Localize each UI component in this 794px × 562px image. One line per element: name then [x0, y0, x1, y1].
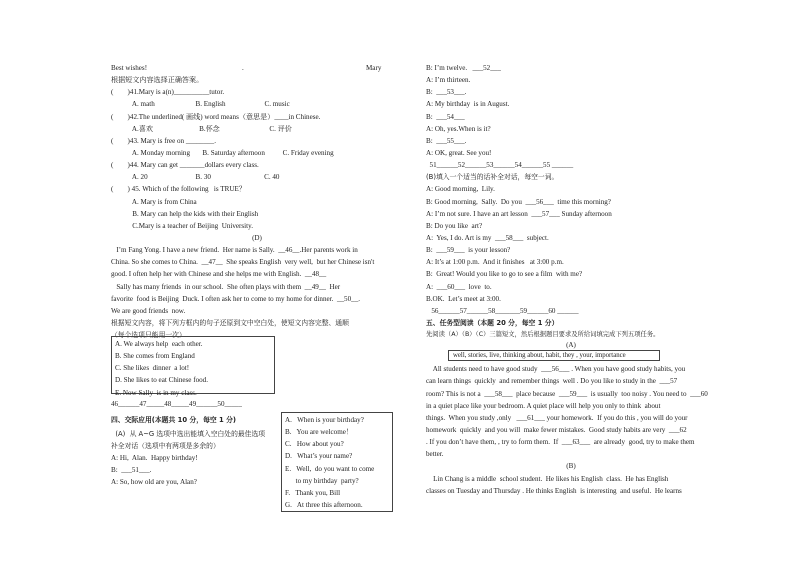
dialog-line: A: It’s at 1:00 p.m. And it finishes at 3:00 p.m.: [426, 258, 564, 267]
text-line: classes on Tuesday and Thursday . He thinks English is interesting and useful. He learns: [426, 486, 682, 495]
text-line: things. When you study ,only ___61___ your homework. If you do this , you will do your: [426, 413, 688, 422]
instruction-line: (A) 从 A~G 选项中选出能填入空白处的最佳选项: [111, 430, 266, 438]
option-item: E. Now Sally is in my class.: [115, 388, 197, 397]
reading-c-questions: [111, 62, 403, 232]
passage-b: [426, 473, 716, 497]
dialog-line: A: I’m not sure. I have an art lesson ___57___ Sunday afternoon: [426, 209, 612, 218]
text-line: . If you don’t have them, , try to form them. If ___63___ are already good, try to make them: [426, 438, 695, 447]
section-5-instructions: 先阅读（A）（B）（C）三篇短文，然后根据题目要求及所给词填完成下列五项任务。: [426, 331, 660, 339]
text-line: All students need to have good study ___56___ . When you have good study habits, you: [426, 365, 686, 374]
dialog-line: A: Yes, I do. Art is my ___58___ subject.: [426, 233, 549, 242]
text-line: A. math B. English C. music: [111, 100, 290, 109]
passage-d: [111, 244, 403, 317]
text-line: favorite food is Beijing Duck. I often ask her to come to my home for dinner. __50__.: [111, 294, 361, 303]
dialog-line: A: Good morning, Lily.: [426, 185, 495, 194]
instruction-line: 根据短文内容，将下列方框内的句子还原到文中空白处，使短文内容完整、通顺: [111, 318, 349, 327]
word-box: well, stories, live, thinking about, habit, they , your, importance: [448, 350, 660, 361]
left-column: [111, 62, 403, 341]
dialog-b: [426, 183, 716, 317]
signature-mary: Mary: [366, 64, 382, 72]
dialog-line: 51______52______53______54______55 ______: [426, 161, 574, 170]
passage-a: [426, 363, 716, 460]
text-line: 根据短文内容选择正确答案。: [111, 76, 204, 85]
dialog-line: A: I’m thirteen.: [426, 76, 471, 85]
options-box-4a: [281, 412, 393, 512]
dialog-line: B: I’m twelve. ___52___: [426, 64, 501, 72]
dialog-line: A: ___60___ love to.: [426, 282, 492, 291]
dialog-line: B: ___55___.: [426, 136, 467, 145]
text-line: can learn things quickly and remember things well . Do you like to study in the ___57: [426, 377, 678, 386]
option-item: C. She likes dinner a lot!: [115, 364, 190, 373]
dialog-line: B: ___54___: [426, 112, 465, 121]
dialog-a-continued: [426, 62, 716, 171]
option-item: E. Well, do you want to come: [285, 464, 375, 473]
answer-line-d: 46______47_____48_____49______50_____: [111, 400, 243, 408]
option-item: B. She comes from England: [115, 352, 195, 361]
text-line: A.喜欢 B.怀念 C. 评价: [111, 124, 292, 133]
options-box-d: [111, 336, 275, 397]
text-line: A. Mary is from China: [111, 197, 197, 206]
section-4-instructions: [111, 428, 275, 452]
text-line: homework quickly and you will make fewer mistakes. Good study habits are very ___62: [426, 425, 687, 434]
option-item: F. Thank you, Bill: [285, 488, 341, 497]
option-item: B. You are welcome！: [285, 428, 353, 437]
option-item: A. We always help each other.: [115, 340, 203, 348]
section-a-label: (A): [566, 341, 576, 350]
text-line: A. 20 B. 30 C. 40: [111, 173, 280, 182]
dialog-line: A: OK, great. See you!: [426, 148, 492, 157]
right-column: [426, 62, 716, 497]
text-line: Best wishes!: [111, 64, 148, 72]
section-5-title: 五、任务型阅读（本题 20 分，每空 1 分）: [426, 318, 559, 327]
option-item: A. When is your birthday?: [285, 416, 364, 424]
text-line: ( )44. Mary can get _______dollars every class.: [111, 161, 259, 170]
dialog-line: A: Oh, yes.When is it?: [426, 124, 491, 133]
section-b-instructions: (B)填入一个适当的话补全对话，每空一词。: [426, 173, 559, 182]
option-item: D. She likes to eat Chinese food.: [115, 376, 208, 385]
dialog-line: A: So, how old are you, Alan?: [111, 478, 197, 487]
text-line: ( ) 45. Which of the following is TRUE？: [111, 185, 246, 194]
dialog-line: A: Hi, Alan. Happy birthday!: [111, 454, 198, 462]
dialog-line: B: ___59___ is your lesson?: [426, 246, 511, 255]
instruction-line: （每个选项只能用一次）: [111, 331, 186, 340]
text-line: We are good friends now.: [111, 306, 186, 315]
option-item: C. How about you?: [285, 440, 344, 449]
text-line: room? This is not a ___58___ place because ___59___ is usually too noisy . You need to ___60: [426, 389, 708, 398]
text-line: better.: [426, 450, 444, 459]
text-line: ( )42.The underlined( 画线) word means（意思是）____in Chinese.: [111, 112, 321, 121]
dialog-line: B: Do you like art?: [426, 221, 483, 230]
section-b-label: (B): [566, 462, 576, 471]
text-line: good. I often help her with Chinese and she helps me with English. __48__: [111, 270, 327, 279]
text-line: China. So she comes to China. __47__ She speaks English very well, but her Chinese isn't: [111, 258, 375, 267]
text-line: C.Mary is a teacher of Beijing University.: [111, 221, 253, 230]
dialog-line: B: ___51___.: [111, 466, 152, 475]
dialog-line: B: Good morning, Sally. Do you ___56___ time this morning?: [426, 197, 611, 206]
option-item: D. What’s your name?: [285, 452, 353, 461]
text-line: A. Monday morning B. Saturday afternoon C. Friday evening: [111, 148, 334, 157]
section-4-title: 四、交际应用(本题共 10 分，每空 1 分): [111, 416, 237, 424]
dialog-line: B.OK. Let’s meet at 3:00.: [426, 294, 501, 303]
text-line: B. Mary can help the kids with their English: [111, 209, 259, 218]
dialog-line: 56______57______58_______59______60 ______: [426, 306, 579, 315]
stray-dot: .: [242, 64, 244, 72]
text-line: ( )41.Mary is a(n)__________tutor.: [111, 88, 225, 97]
instruction-line: 补全对话（选项中有两项是多余的）: [111, 442, 220, 451]
text-line: Lin Chang is a middle school student. He likes his English class. He has English: [426, 474, 669, 483]
text-line: Sally has many friends in our school. She often plays with them __49__ Her: [111, 282, 341, 291]
dialog-line: B: ___53___.: [426, 88, 467, 97]
text-line: in a quiet place like your bedroom. A quiet place will help you only to think about: [426, 401, 661, 410]
dialog-line: B: Great! Would you like to go to see a film with me?: [426, 270, 583, 279]
option-item: to my birthday party?: [285, 476, 359, 485]
dialog-line: A: My birthday is in August.: [426, 100, 510, 109]
section-d-label: (D): [252, 233, 262, 242]
text-line: I’m Fang Yong. I have a new friend. Her name is Sally. __46__.Her parents work in: [111, 246, 358, 255]
option-item: G. At three this afternoon.: [285, 500, 363, 509]
dialog-a: [111, 452, 275, 488]
text-line: ( )43. Mary is free on ________.: [111, 136, 217, 145]
